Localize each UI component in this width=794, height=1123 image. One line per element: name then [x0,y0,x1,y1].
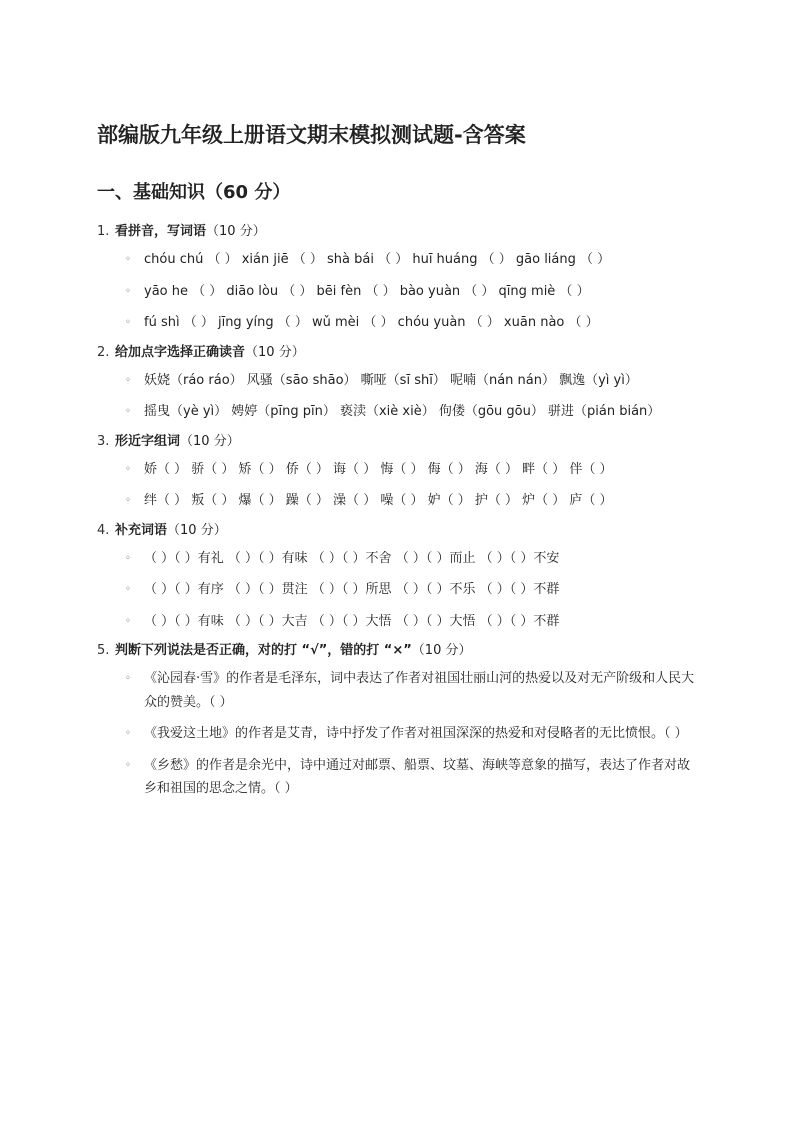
bullet-icon: ◦ [125,495,131,506]
question-number: 2. [97,344,110,360]
question-number: 4. [97,522,110,538]
section-title: 一、基础知识（60 分） [97,182,291,203]
question-label: 形近字组词 [115,433,181,449]
item-text: 《沁园春·雪》的作者是毛泽东，词中表达了作者对祖国壮丽山河的热爱以及对无产阶级和人民大众的赞美。（ ） [144,671,695,710]
bullet-icon: ◦ [125,463,131,475]
item-list [97,667,697,801]
question-label: 看拼音，写词语 [115,224,207,239]
item-text: 妖娆（ráo ráo） 风骚（sāo shāo） 嘶哑（sī shī） 呢喃（nán nán） 飘逸（yì yì） [144,372,638,388]
item-text: chóu chú （ ） xián jiē （ ） shà bái （ ） huī huáng （ ） gāo liáng （ ） [144,252,611,267]
question-score: （10 分） [167,522,227,538]
list-item [97,667,697,714]
question-number: 3. [97,433,110,449]
list-item [97,311,697,335]
list-item [97,369,697,393]
question-score: （10 分） [180,433,240,449]
bullet-icon: ◦ [125,615,131,627]
item-list [97,369,697,424]
list-item [97,280,697,304]
item-list [97,458,697,513]
question-5 [97,641,697,801]
list-item [97,578,697,602]
question-number: 1. [97,224,110,239]
bullet-icon: ◦ [125,728,131,739]
list-item [97,610,697,634]
item-text: （ ）（ ）有味 （ ）（ ）大吉 （ ）（ ）大悟 （ ）（ ）大悟 （ ）（ ）不群 [144,613,560,629]
item-list [97,547,697,634]
item-text: 《乡愁》的作者是余光中，诗中通过对邮票、船票、坟墓、海峡等意象的描写，表达了作者对故乡和祖国的思念之情。（ ） [144,757,691,796]
item-text: 《我爱这土地》的作者是艾青，诗中抒发了作者对祖国深深的热爱和对侵略者的无比愤恨。（ ） [144,726,688,741]
question-score: （10 分） [206,224,266,239]
item-text: （ ）（ ）有礼 （ ）（ ）有味 （ ）（ ）不舍 （ ）（ ）而止 （ ）（ ）不安 [144,550,560,566]
question-label: 判断下列说法是否正确，对的打 “√”，错的打 “×” [115,643,412,658]
bullet-icon: ◦ [125,584,131,595]
list-item [97,248,697,272]
list-item [97,754,697,801]
bullet-icon: ◦ [125,406,131,417]
item-text: 绊（ ） 叛（ ） 爆（ ） 躁（ ） 澡（ ） 噪（ ） 妒（ ） 护（ ） 炉（ ） 庐（ ） [144,493,613,508]
question-label: 给加点字选择正确读音 [115,344,246,360]
question-score: （10 分） [411,643,472,658]
bullet-icon: ◦ [125,673,131,684]
question-number: 5. [97,643,110,658]
question-1 [97,222,697,335]
list-item [97,722,697,746]
question-3 [97,432,697,513]
question-2 [97,343,697,424]
document-title: 部编版九年级上册语文期末模拟测试题-含答案 [97,123,526,147]
question-4 [97,521,697,634]
item-text: （ ）（ ）有序 （ ）（ ）贯注 （ ）（ ）所思 （ ）（ ）不乐 （ ）（ ）不群 [144,582,560,597]
list-item [97,400,697,424]
item-text: 娇（ ） 骄（ ） 矫（ ） 侨（ ） 诲（ ） 悔（ ） 侮（ ） 海（ ） 畔（ ） 伴（ ） [144,461,613,477]
list-item [97,547,697,571]
bullet-icon: ◦ [125,759,131,771]
item-text: fú shì （ ） jīng yíng （ ） wǔ mèi （ ） chóu yuàn （ ） xuān nào （ ） [144,315,599,330]
bullet-icon: ◦ [125,254,131,265]
question-list [97,222,697,809]
bullet-icon: ◦ [125,317,131,328]
item-text: yāo he （ ） diāo lòu （ ） bēi fèn （ ） bào yuàn （ ） qīng miè （ ） [144,283,590,299]
question-label: 补充词语 [115,522,168,538]
bullet-icon: ◦ [125,285,131,297]
bullet-icon: ◦ [125,552,131,564]
list-item [97,489,697,513]
item-text: 摇曳（yè yì） 娉婷（pīng pīn） 亵渎（xiè xiè） 佝偻（gōu gōu） 骈进（pián bián） [144,404,661,419]
question-score: （10 分） [245,344,305,360]
list-item [97,458,697,482]
item-list [97,248,697,335]
bullet-icon: ◦ [125,374,131,386]
